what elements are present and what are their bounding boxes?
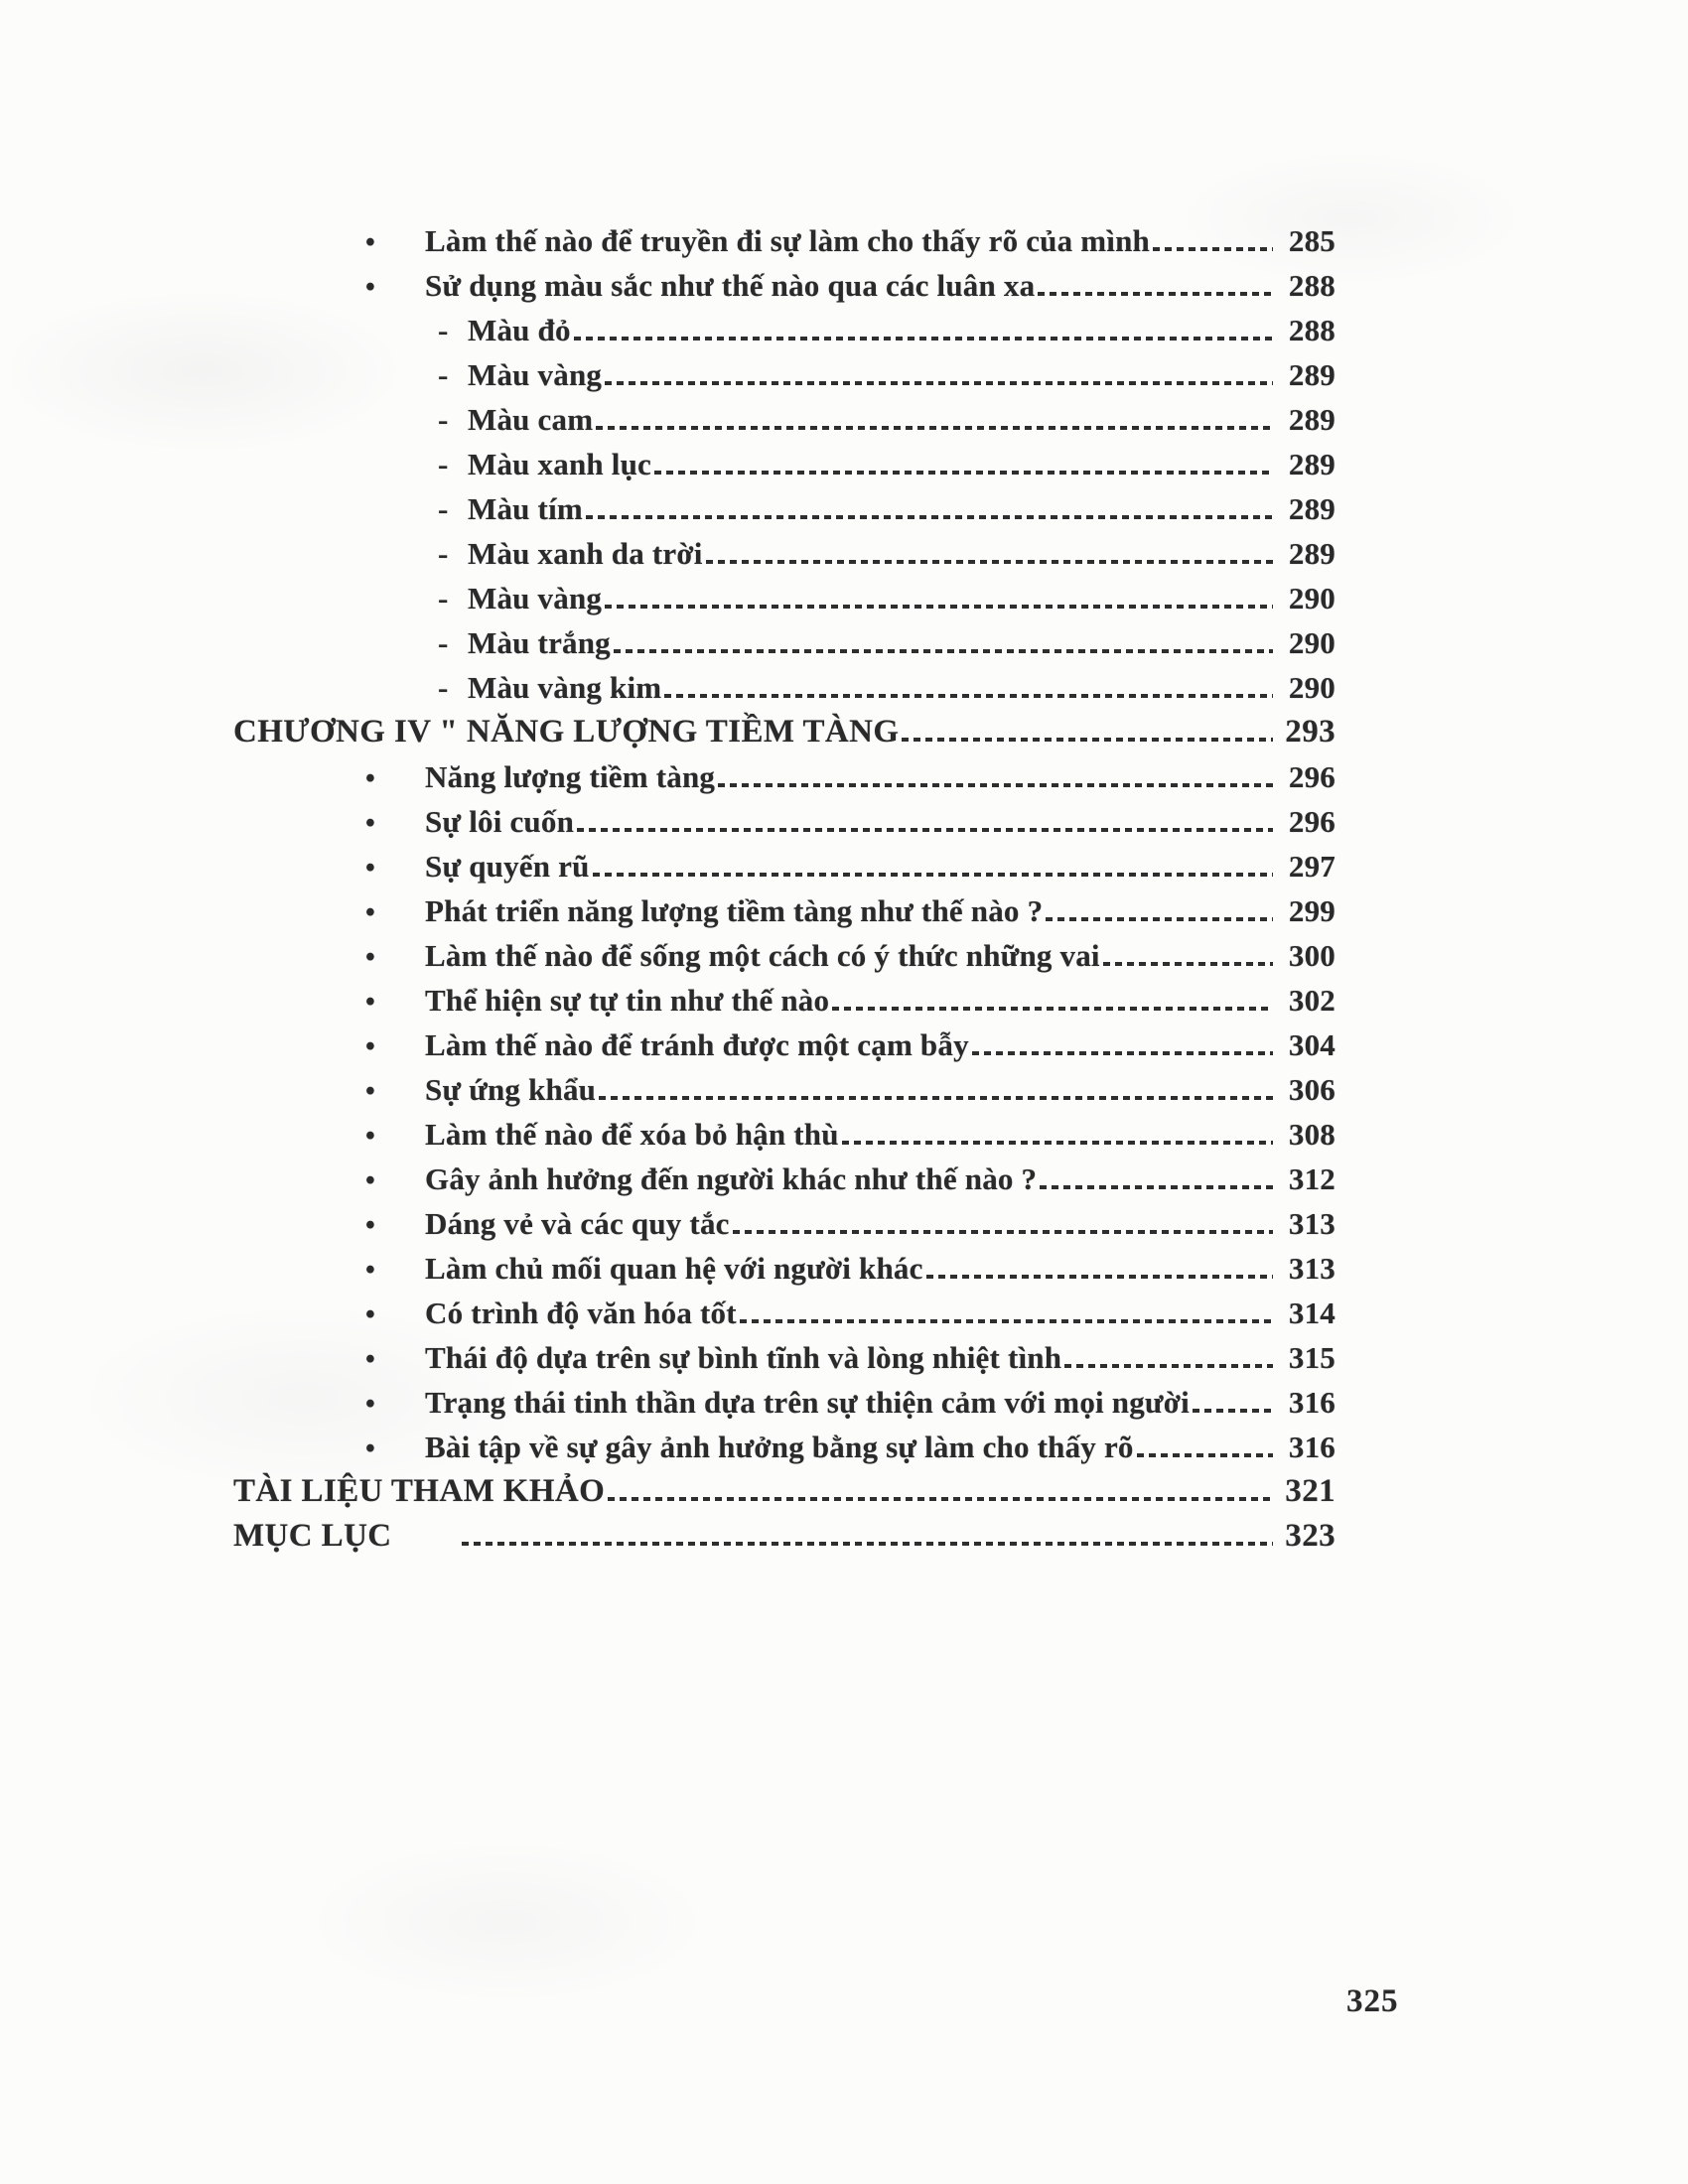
toc-entry [0, 665, 1688, 710]
toc-entry-page: 300 [1288, 938, 1336, 973]
entry-marker-icon: • [365, 1121, 376, 1152]
toc-entry-label: Làm thế nào để sống một cách có ý thức những vai [425, 938, 1100, 973]
toc-entry-page: 313 [1288, 1251, 1336, 1286]
entry-marker-icon: • [365, 1433, 376, 1464]
dotted-leader [1193, 1409, 1273, 1413]
entry-marker-icon: - [438, 313, 449, 347]
toc-entry-page: 302 [1288, 983, 1336, 1018]
entry-marker-icon: • [365, 1165, 376, 1196]
toc-list [0, 218, 1688, 1559]
toc-entry-page: 316 [1288, 1385, 1336, 1420]
toc-entry-page: 288 [1288, 268, 1336, 303]
toc-entry-label: Phát triển năng lượng tiềm tàng như thế nào ? [425, 893, 1044, 928]
dotted-leader [972, 1051, 1273, 1055]
dotted-leader [1064, 1364, 1273, 1368]
toc-entry-page: 296 [1288, 804, 1336, 839]
toc-entry [0, 754, 1688, 799]
dotted-leader [654, 471, 1273, 475]
dotted-leader [605, 605, 1273, 609]
entry-marker-icon: - [438, 670, 449, 705]
dotted-leader [718, 783, 1273, 787]
toc-entry-page: 293 [1285, 714, 1336, 750]
toc-entry-label: Gây ảnh hưởng đến người khác như thế nào ? [425, 1161, 1038, 1196]
toc-entry-label: Dáng vẻ và các quy tắc [425, 1206, 730, 1241]
toc-entry [0, 1291, 1688, 1335]
toc-entry-label: Sự lôi cuốn [425, 804, 575, 839]
toc-entry [0, 531, 1688, 576]
dotted-leader [608, 1497, 1273, 1501]
dotted-leader [614, 649, 1273, 653]
dotted-leader [1153, 247, 1273, 251]
entry-marker-icon: • [365, 1389, 376, 1420]
toc-entry-page: 290 [1288, 670, 1336, 705]
toc-entry-page: 297 [1288, 849, 1336, 884]
toc-entry-label: Màu vàng kim [468, 670, 662, 705]
entry-marker-icon: • [365, 1255, 376, 1286]
toc-entry-label: Màu tím [468, 491, 583, 526]
entry-marker-icon: • [365, 763, 376, 794]
toc-entry [0, 844, 1688, 888]
toc-entry [0, 888, 1688, 933]
toc-entry-label: Thái độ dựa trên sự bình tĩnh và lòng nhiệt tình [425, 1340, 1062, 1375]
toc-entry [0, 1425, 1688, 1469]
toc-entry-label: Màu cam [468, 402, 594, 437]
toc-entry-page: 296 [1288, 759, 1336, 794]
entry-marker-icon: - [438, 491, 449, 526]
entry-marker-icon: - [438, 536, 449, 571]
toc-entry [0, 352, 1688, 397]
entry-marker-icon: • [365, 1299, 376, 1330]
toc-entry-label: Bài tập về sự gây ảnh hưởng bằng sự làm cho thấy rõ [425, 1430, 1134, 1464]
entry-marker-icon: • [365, 897, 376, 928]
toc-entry-label: Làm chủ mối quan hệ với người khác [425, 1251, 923, 1286]
entry-marker-icon: • [365, 1210, 376, 1241]
toc-entry-label: TÀI LIỆU THAM KHẢO [233, 1473, 606, 1509]
toc-entry [0, 1157, 1688, 1201]
toc-entry-label: Màu vàng [468, 581, 603, 615]
entry-marker-icon: • [365, 227, 376, 258]
toc-entry [0, 799, 1688, 844]
toc-entry [0, 263, 1688, 308]
toc-entry-page: 321 [1285, 1473, 1336, 1509]
toc-entry-label: Trạng thái tinh thần dựa trên sự thiện cảm với mọi người [425, 1385, 1190, 1420]
dotted-leader [593, 873, 1273, 877]
toc-entry-page: 323 [1285, 1518, 1336, 1554]
entry-marker-icon: - [438, 581, 449, 615]
dotted-leader [599, 1096, 1273, 1100]
toc-entry [0, 620, 1688, 665]
toc-entry [0, 1023, 1688, 1067]
dotted-leader [706, 560, 1273, 564]
dotted-leader [574, 337, 1273, 341]
toc-entry [0, 1380, 1688, 1425]
toc-entry-page: 308 [1288, 1117, 1336, 1152]
toc-entry-page: 313 [1288, 1206, 1336, 1241]
toc-entry [0, 442, 1688, 486]
entry-marker-icon: • [365, 808, 376, 839]
toc-entry-page: 289 [1288, 447, 1336, 481]
toc-entry-page: 288 [1288, 313, 1336, 347]
toc-entry-page: 289 [1288, 402, 1336, 437]
dotted-leader [902, 738, 1273, 742]
toc-entry-page: 306 [1288, 1072, 1336, 1107]
dotted-leader [605, 381, 1273, 385]
entry-marker-icon: • [365, 1031, 376, 1062]
entry-marker-icon: - [438, 625, 449, 660]
toc-entry [0, 218, 1688, 263]
entry-marker-icon: • [365, 987, 376, 1018]
toc-entry-label: MỤC LỤC [233, 1518, 392, 1554]
toc-entry-label: Sự quyến rũ [425, 849, 590, 884]
toc-entry [0, 1112, 1688, 1157]
toc-entry-label: Màu vàng [468, 357, 603, 392]
toc-entry-page: 315 [1288, 1340, 1336, 1375]
toc-entry [0, 1469, 1688, 1514]
dotted-leader [462, 1542, 1273, 1546]
entry-marker-icon: - [438, 447, 449, 481]
toc-entry-label: Có trình độ văn hóa tốt [425, 1296, 737, 1330]
dotted-leader [842, 1141, 1273, 1145]
entry-marker-icon: • [365, 1076, 376, 1107]
toc-entry-page: 314 [1288, 1296, 1336, 1330]
dotted-leader [577, 828, 1273, 832]
toc-entry-label: Màu xanh da trời [468, 536, 703, 571]
toc-entry-page: 289 [1288, 536, 1336, 571]
toc-entry-label: Làm thế nào để xóa bỏ hận thù [425, 1117, 839, 1152]
dotted-leader [1103, 962, 1273, 966]
toc-entry-page: 312 [1288, 1161, 1336, 1196]
toc-entry-page: 304 [1288, 1027, 1336, 1062]
toc-entry [0, 308, 1688, 352]
dotted-leader [1040, 1185, 1273, 1189]
toc-entry-page: 290 [1288, 625, 1336, 660]
toc-entry-label: CHƯƠNG IV " NĂNG LƯỢNG TIỀM TÀNG [233, 714, 900, 750]
toc-entry [0, 1246, 1688, 1291]
toc-entry [0, 1514, 1688, 1559]
dotted-leader [1137, 1453, 1273, 1457]
toc-entry-page: 316 [1288, 1430, 1336, 1464]
toc-entry-page: 285 [1288, 223, 1336, 258]
dotted-leader [832, 1007, 1273, 1011]
toc-entry [0, 397, 1688, 442]
toc-entry-page: 299 [1288, 893, 1336, 928]
dotted-leader [733, 1230, 1273, 1234]
toc-entry [0, 1335, 1688, 1380]
dotted-leader [664, 694, 1273, 698]
dotted-leader [740, 1319, 1273, 1323]
page-number: 325 [1346, 1983, 1399, 2019]
entry-marker-icon: - [438, 402, 449, 437]
toc-entry-page: 290 [1288, 581, 1336, 615]
dotted-leader [926, 1275, 1273, 1279]
toc-entry [0, 576, 1688, 620]
toc-entry-label: Màu trắng [468, 625, 611, 660]
entry-marker-icon: • [365, 1344, 376, 1375]
toc-entry-label: Màu đỏ [468, 313, 571, 347]
entry-marker-icon: • [365, 942, 376, 973]
toc-entry [0, 978, 1688, 1023]
toc-entry [0, 1067, 1688, 1112]
dotted-leader [1038, 292, 1273, 296]
toc-entry [0, 710, 1688, 754]
toc-entry-label: Làm thế nào để tránh được một cạm bẫy [425, 1027, 969, 1062]
toc-entry-label: Làm thế nào để truyền đi sự làm cho thấy rõ của mình [425, 223, 1150, 258]
dotted-leader [586, 515, 1273, 519]
toc-entry-label: Màu xanh lục [468, 447, 651, 481]
dotted-leader [596, 426, 1273, 430]
toc-entry [0, 933, 1688, 978]
toc-entry-label: Sự ứng khẩu [425, 1072, 597, 1107]
dotted-leader [1046, 917, 1273, 921]
entry-marker-icon: • [365, 853, 376, 884]
toc-entry-label: Sử dụng màu sắc như thế nào qua các luân xa [425, 268, 1036, 303]
toc-entry-label: Thể hiện sự tự tin như thế nào [425, 983, 830, 1018]
entry-marker-icon: • [365, 272, 376, 303]
toc-entry [0, 486, 1688, 531]
toc-entry [0, 1201, 1688, 1246]
entry-marker-icon: - [438, 357, 449, 392]
toc-entry-page: 289 [1288, 357, 1336, 392]
toc-entry-label: Năng lượng tiềm tàng [425, 759, 716, 794]
toc-entry-page: 289 [1288, 491, 1336, 526]
